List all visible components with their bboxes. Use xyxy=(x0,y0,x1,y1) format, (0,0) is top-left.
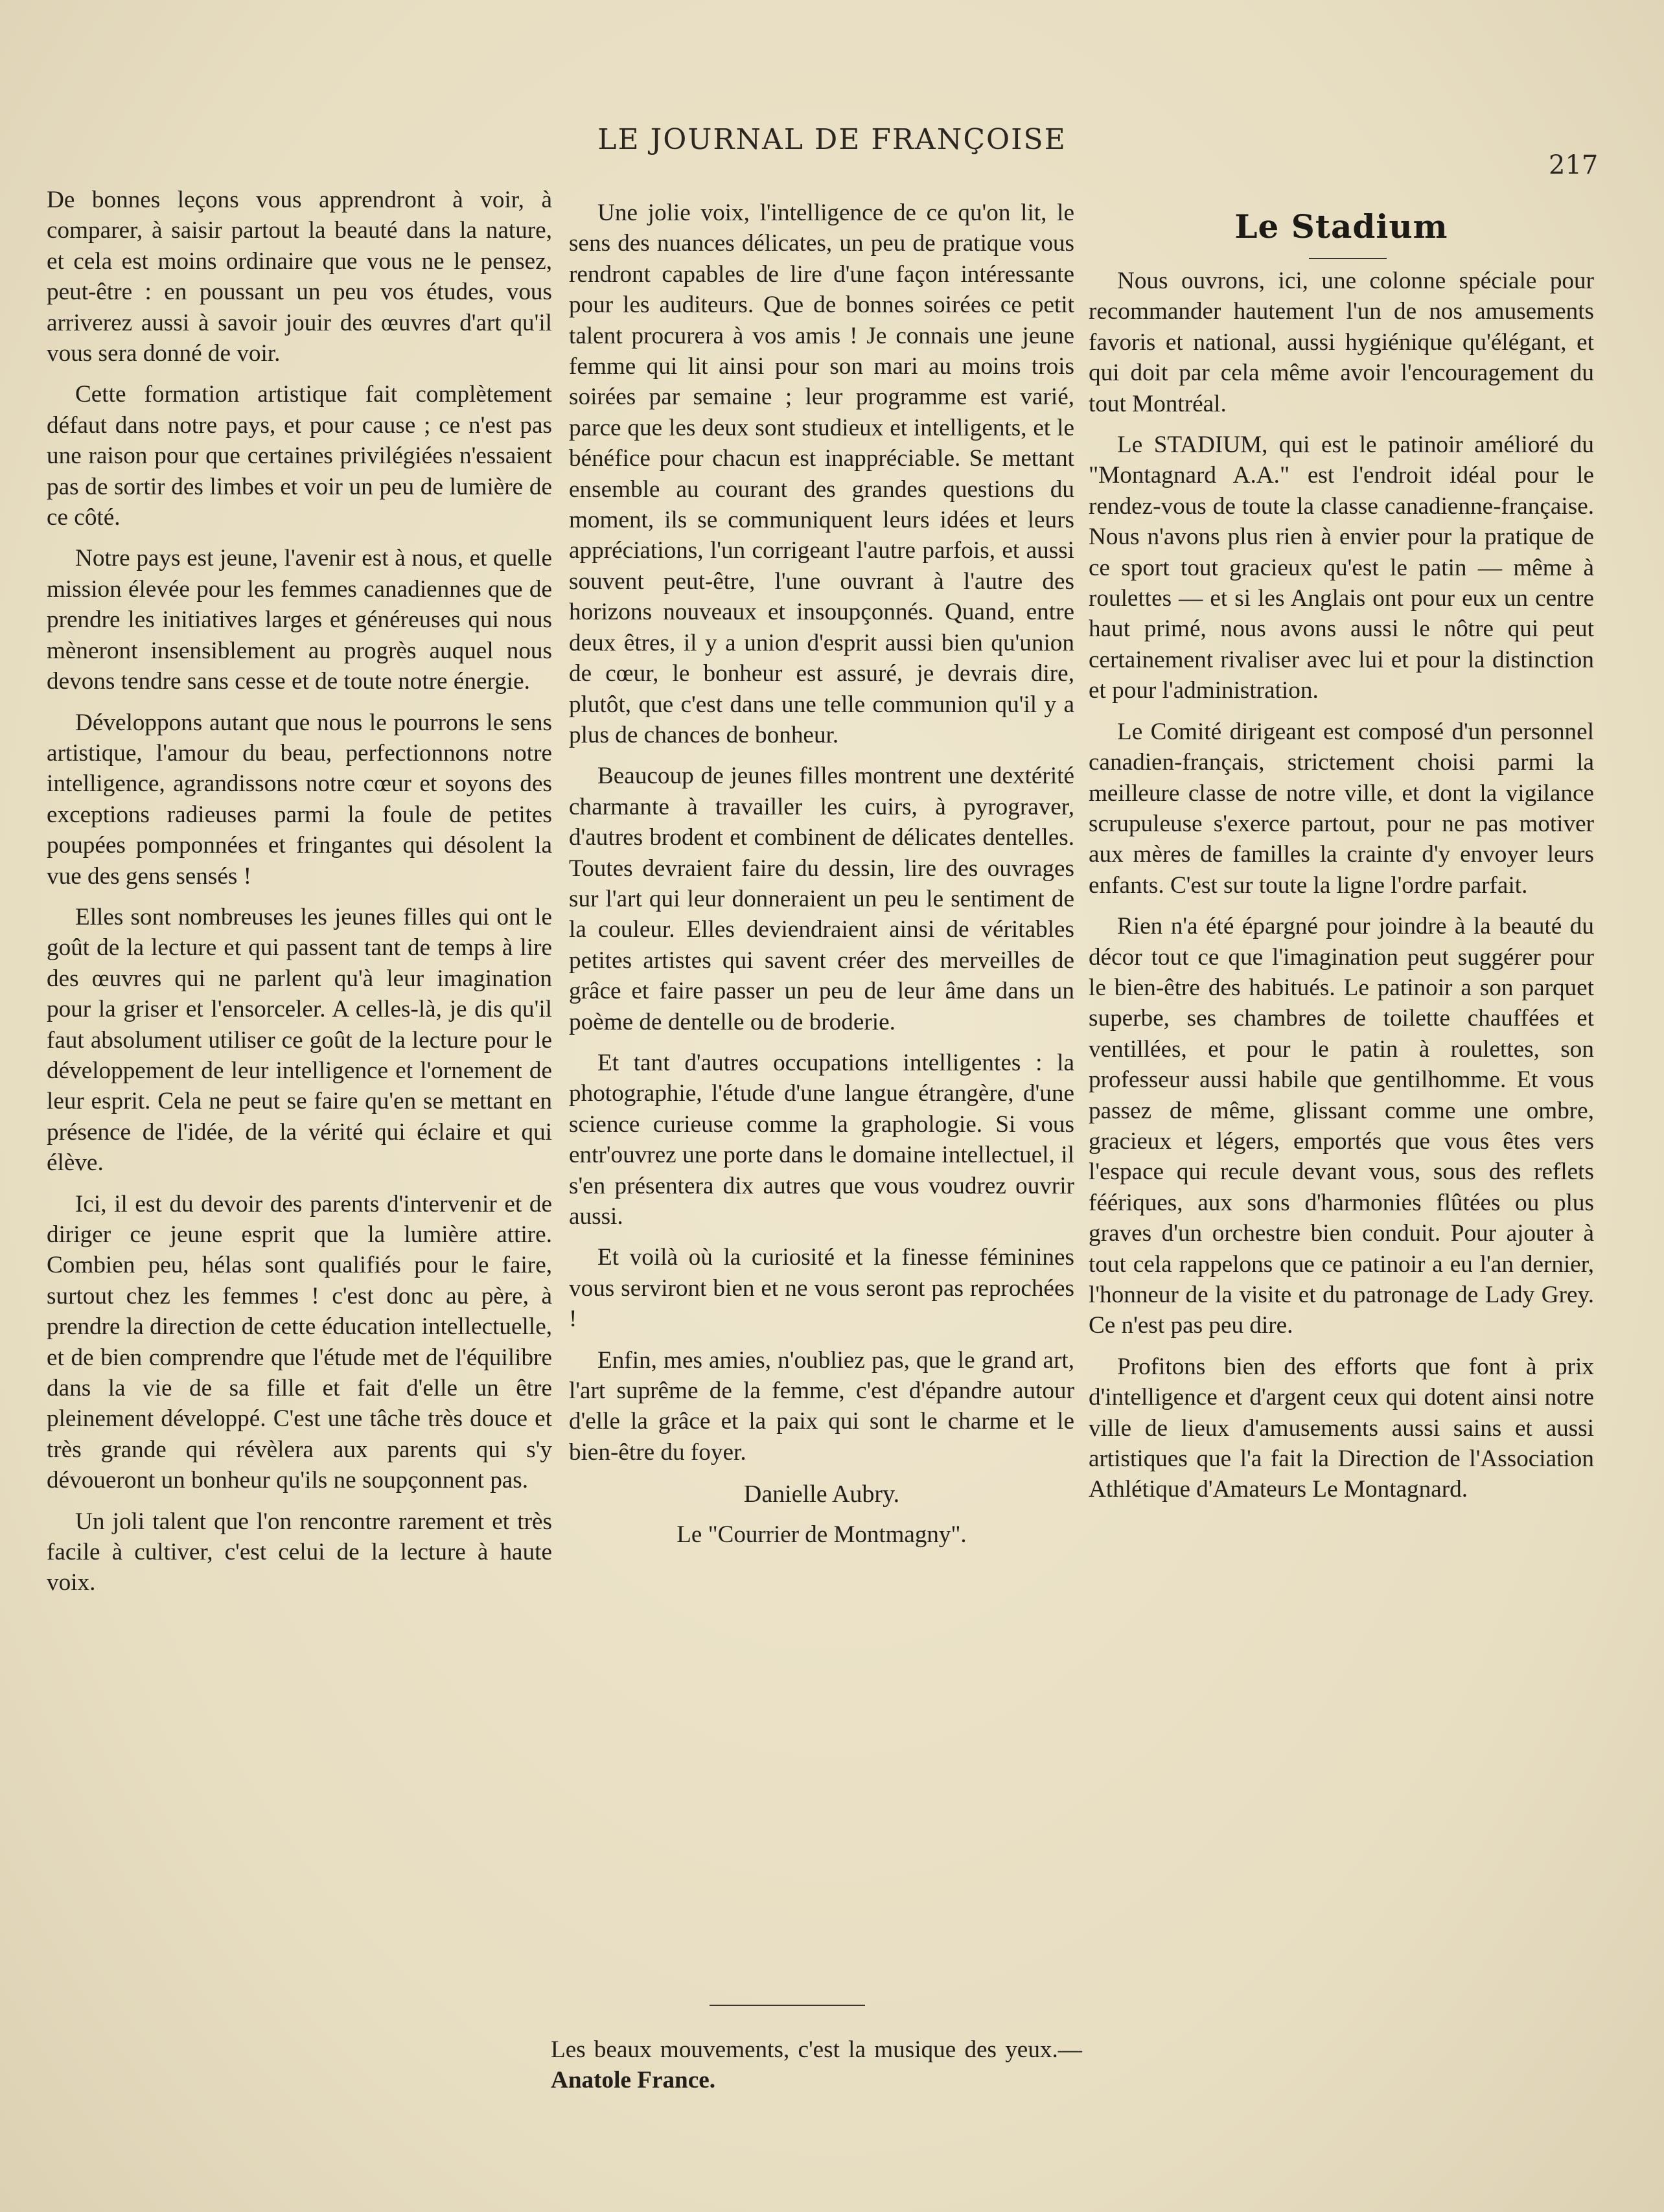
paragraph: Notre pays est jeune, l'avenir est à nous, et quelle mission élevée pour les femmes canadiennes que de prendre les initiatives larges et généreuses qui nous mèneront insensiblement au progrès auquel nous devons tendre sans cesse et de toute notre énergie. xyxy=(47,545,552,695)
quote-text: Les beaux mouvements, c'est la musique des yeux.— xyxy=(551,2036,1082,2063)
paragraph: Le STADIUM, qui est le patinoir amélioré du "Montagnard A.A." est l'endroit idéal pour le rendez-vous de toute la classe canadienne-française. Nous n'avons plus rien à envier pour la pratique de ce sport tout gracieux qu'est le patin — même à roulettes — et si les Anglais ont pour eux un centre haut primé, nous avons aussi le nôtre qui peut certainement rivaliser avec lui et pour la distinction et pour l'administration. xyxy=(1089,432,1594,704)
source-credit: Le "Courrier de Montmagny". xyxy=(676,1521,967,1548)
paragraph: Beaucoup de jeunes filles montrent une dextérité charmante à travailler les cuirs, à pyrograver, d'autres brodent et combinent de délicates dentelles. Toutes devraient faire du dessin, lire des ouvrages sur l'art qui leur donneraient un peu le sentiment de la couleur. Elles deviendraient ainsi de véritables petites artistes qui savent créer des merveilles de grâce et faire passer un peu de leur âme dans un poème de dentelle ou de broderie. xyxy=(569,763,1074,1035)
column-2 xyxy=(569,198,1074,1550)
paragraph: Cette formation artistique fait complètement défaut dans notre pays, et pour cause ; ce n'est pas une raison pour que certaines privilégiées n'essaient pas de sortir des limbes et voir un peu de lumière de ce côté. xyxy=(47,381,552,531)
quote-author: Anatole France. xyxy=(551,2067,716,2094)
paragraph: Un joli talent que l'on rencontre rarement et très facile à cultiver, c'est celui de la lecture à haute voix. xyxy=(47,1508,552,1596)
title-underline xyxy=(1309,258,1387,259)
paragraph: Une jolie voix, l'intelligence de ce qu'on lit, le sens des nuances délicates, un peu de pratique vous rendront capables de lire d'une façon intéressante pour les auditeurs. Que de bonnes soirées ce petit talent procurera à vos amis ! Je connais une jeune femme qui lit ainsi pour son mari au moins trois soirées par semaine ; leur programme est varié, parce que les deux sont studieux et intelligents, et le bénéfice pour chacun est inappréciable. Se mettant ensemble au courant des grandes questions du moment, ils se communiquent leurs idées et leurs appréciations, l'un corrigeant l'autre parfois, et aussi souvent peut-être, l'une ouvrant à l'autre des horizons nouveaux et insoupçonnés. Quand, entre deux êtres, il y a union d'esprit aussi bien qu'union de cœur, le bonheur est assuré, je devrais dire, plutôt, que c'est dans une telle communion qu'il y a plus de chances de bonheur. xyxy=(569,200,1074,748)
running-head: LE JOURNAL DE FRANÇOISE xyxy=(597,123,1067,156)
paragraph: Nous ouvrons, ici, une colonne spéciale pour recommander hautement l'un de nos amusements favoris et national, aussi hygiénique qu'élégant, et qui doit par cela même avoir l'encouragement du tout Montréal. xyxy=(1089,268,1594,417)
paragraph: Enfin, mes amies, n'oubliez pas, que le grand art, l'art suprême de la femme, c'est d'épandre autour d'elle la grâce et la paix qui sont le charme et le bien-être du foyer. xyxy=(569,1346,1074,1466)
paragraph: Développons autant que nous le pourrons le sens artistique, l'amour du beau, perfectionnons notre intelligence, agrandissons notre cœur et soyons des exceptions radieuses parmi la foule de petites poupées pomponnées et fringantes qui désolent la vue des gens sensés ! xyxy=(47,709,552,890)
paragraph: Ici, il est du devoir des parents d'intervenir et de diriger ce jeune esprit que la lumière attire. Combien peu, hélas sont qualifiés pour le faire, surtout chez les femmes ! c'est donc au père, à prendre la direction de cette éducation intellectuelle, et de bien comprendre que l'étude met de l'équilibre dans la vie de sa fille et fait d'elle un être pleinement développé. C'est une tâche très douce et très grande qui révèlera aux parents qui s'y dévoueront un bonheur qu'ils ne soupçonnent pas. xyxy=(47,1190,552,1494)
paragraph: De bonnes leçons vous apprendront à voir, à comparer, à saisir partout la beauté dans la nature, et cela est moins ordinaire que vous ne le pensez, peut-être : en poussant un peu vos études, vous arriverez aussi à savoir jouir des œuvres d'art qu'il vous sera donné de voir. xyxy=(47,187,552,367)
article-title: Le Stadium xyxy=(1234,207,1448,246)
column-1 xyxy=(47,185,552,1598)
paragraph: Et voilà où la curiosité et la finesse féminines vous serviront bien et ne vous seront pas reprochées ! xyxy=(569,1244,1074,1333)
paragraph: Elles sont nombreuses les jeunes filles qui ont le goût de la lecture et qui passent tant de temps à lire des œuvres qui ne parlent qu'à leur imagination pour la griser et l'ensorceler. A celles-là, je dis qu'il faut absolument utiliser ce goût de la lecture pour le développement de leur intelligence et l'ornement de leur esprit. Cela ne peut se faire qu'en se mettant en présence de l'idée, de la vérité qui éclaire et qui élève. xyxy=(47,903,552,1177)
paragraph: Le Comité dirigeant est composé d'un personnel canadien-français, strictement choisi parmi la meilleure classe de notre ville, et dont la vigilance scrupuleuse s'exerce partout, pour ne pas motiver aux mères de familles la crainte d'y envoyer leurs enfants. C'est sur toute la ligne l'ordre parfait. xyxy=(1089,718,1594,899)
paragraph: Et tant d'autres occupations intelligentes : la photographie, l'étude d'une langue étrangère, d'une science curieuse comme la graphologie. Si vous entr'ouvrez une porte dans le domaine intellectuel, il s'en présentera dix autres que vous voudrez ouvrir aussi. xyxy=(569,1049,1074,1230)
quote xyxy=(551,2034,1082,2096)
paragraph: Profitons bien des efforts que font à prix d'intelligence et d'argent ceux qui dotent ainsi notre ville de lieux d'amusements aussi sains et aussi artistiques que l'a fait la Direction de l'Association Athlétique d'Amateurs Le Montagnard. xyxy=(1089,1353,1594,1503)
section-divider xyxy=(710,2005,865,2006)
page-number: 217 xyxy=(1549,150,1599,180)
paragraph: Rien n'a été épargné pour joindre à la beauté du décor tout ce que l'imagination peut suggérer pour le bien-être des habitués. Le patinoir a son parquet superbe, ses chambres de toilette chauffées et ventillées, et pour le patin à roulettes, son professeur aussi habile que gentilhomme. Et vous passez de même, glissant comme une ombre, gracieux et légers, emportés que vous êtes vers l'espace qui recule devant vous, sous des reflets féériques, aux sons d'harmonies flûtées ou plus graves d'un orchestre bien conduit. Pour ajouter à tout cela rappelons que ce patinoir a eu l'an dernier, l'honneur de la visite et du patronage de Lady Grey. Ce n'est pas peu dire. xyxy=(1089,913,1594,1339)
author-signature: Danielle Aubry. xyxy=(743,1480,900,1508)
column-3 xyxy=(1089,266,1594,1505)
